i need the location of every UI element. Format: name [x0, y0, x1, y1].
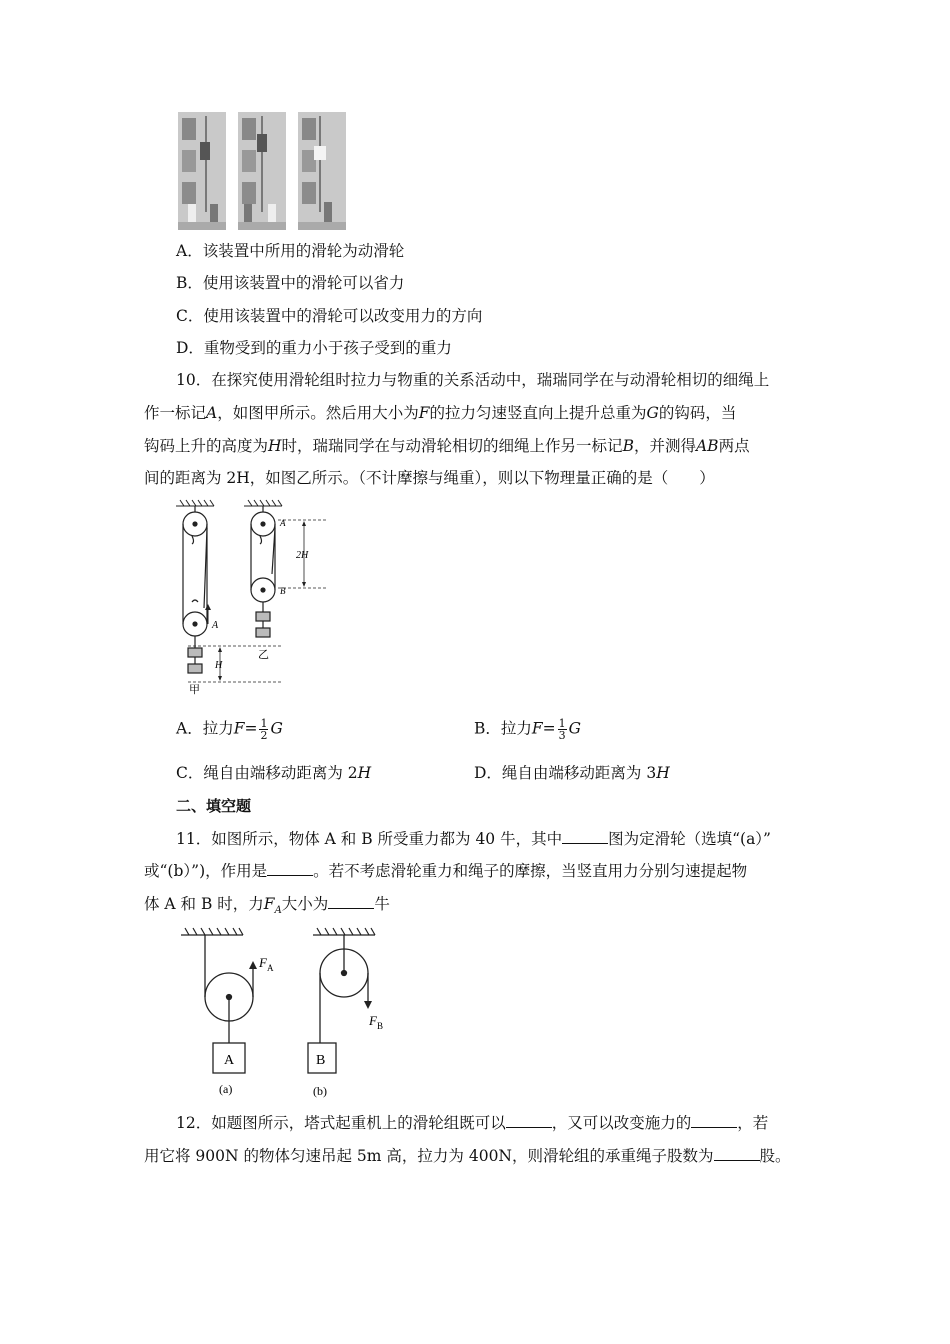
ceiling-a	[181, 928, 243, 935]
q10-option-c: C．绳自由端移动距离为 2H	[176, 764, 372, 782]
mark-b-label: B	[280, 586, 286, 596]
q12-line-1: 12．如题图所示，塔式起重机上的滑轮组既可以 ，又可以改变施力的 ，若	[176, 1114, 769, 1132]
q11-blank-2	[267, 861, 313, 876]
caption-b: (b)	[313, 1084, 327, 1098]
q12-blank-2	[691, 1113, 737, 1128]
movable-pulley-jia	[183, 524, 207, 673]
mark-a-yi-label: A	[280, 518, 286, 528]
label-yi: 乙	[258, 649, 269, 661]
q10-line-3: 钩码上升的高度为H时，瑞瑞同学在与动滑轮相切的细绳上作另一标记B，并测得AB两点	[144, 437, 750, 455]
q10-option-d: D．绳自由端移动距离为 3H	[474, 764, 670, 782]
label-jia: 甲	[189, 684, 200, 696]
q11-blank-1	[562, 829, 608, 844]
mark-a-label: A	[212, 620, 219, 631]
rescue-photo-strip	[178, 112, 346, 230]
q10-line-1: 10．在探究使用滑轮组时拉力与物重的关系活动中，瑞瑞同学在与动滑轮相切的细绳上	[176, 371, 770, 389]
q11-line-3: 体 A 和 B 时，力$F_A$大小为 牛	[144, 895, 390, 917]
photo-frame-1	[178, 112, 226, 230]
q10-line-4: 间的距离为 2H，如图乙所示。（不计摩擦与绳重），则以下物理量正确的是（ ）	[144, 469, 715, 487]
q11-blank-3	[328, 894, 374, 909]
ceiling-b	[313, 928, 375, 935]
q11-line-1: 11．如图所示，物体 A 和 B 所受重力都为 40 牛，其中 图为定滑轮（选填“(a）”	[176, 830, 771, 848]
box-a-label: A	[224, 1053, 235, 1068]
svg-text:B: B	[377, 1021, 384, 1031]
q9-option-d: D．重物受到的重力小于孩子受到的重力	[176, 339, 452, 357]
q10-line-2: 作一标记A，如图甲所示。然后用大小为F的拉力匀速竖直向上提升总重为G的钩码，当	[144, 404, 737, 422]
box-b-label: B	[316, 1053, 326, 1068]
q12-blank-1	[506, 1113, 552, 1128]
q11-pulley-figure	[175, 925, 390, 1100]
height-2h-label: 2H	[296, 550, 309, 561]
ceiling-jia	[176, 500, 214, 506]
q9-option-c: C．使用该装置中的滑轮可以改变用力的方向	[176, 307, 483, 325]
caption-a: (a)	[219, 1082, 233, 1096]
q12-line-2: 用它将 900N 的物体匀速吊起 5m 高，拉力为 400N，则滑轮组的承重绳子股数为 股。	[144, 1147, 791, 1165]
q10-option-a: A．拉力F= $\frac{1}{2}$ G	[176, 717, 283, 742]
ceiling-yi	[244, 500, 282, 506]
force-a-label: F	[259, 955, 267, 970]
q9-option-a: A．该装置中所用的滑轮为动滑轮	[176, 242, 405, 260]
q12-blank-3	[714, 1146, 760, 1161]
photo-frame-2	[238, 112, 286, 230]
section-fill-in-title: 二、填空题	[176, 797, 252, 815]
q10-pulley-figure	[170, 498, 330, 698]
q9-option-b: B．使用该装置中的滑轮可以省力	[176, 274, 405, 292]
photo-frame-3	[298, 112, 346, 230]
q11-line-2: 或“(b）”)，作用是 。若不考虑滑轮重力和绳子的摩擦，当竖直用力分别匀速提起物	[144, 862, 748, 880]
fixed-pulley-jia	[183, 506, 207, 544]
q10-option-b: B．拉力F= $\frac{1}{3}$ G	[474, 717, 582, 742]
height-h-label: H	[215, 660, 223, 671]
svg-text:A: A	[267, 963, 274, 973]
pulley-system-yi	[251, 506, 275, 637]
force-b-label: F	[369, 1013, 377, 1028]
